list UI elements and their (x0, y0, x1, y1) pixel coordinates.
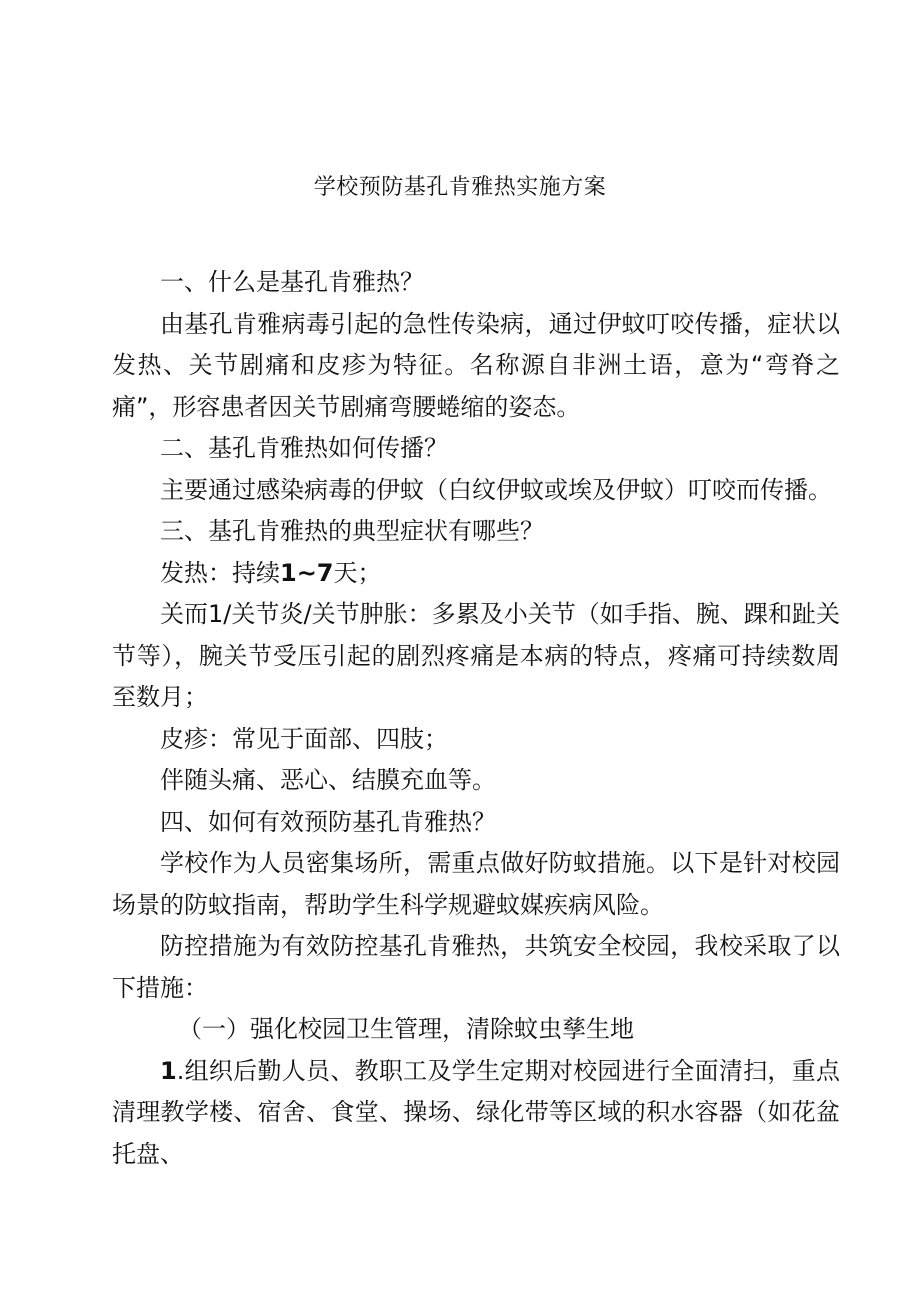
heading-prevention: 四、如何有效预防基孔肯雅热？ (160, 807, 496, 836)
paragraph-school-guide: 学校作为人员密集场所，需重点做好防蚊措施。以下是针对校园场景的防蚊指南，帮助学生科学规避蚊媒疾病风险。 (112, 849, 840, 919)
heading-what-is: 一、什么是基孔肯雅热？ (160, 268, 424, 296)
paragraph-definition: 由基孔肯雅病毒引起的急性传染病，通过伊蚊叮咬传播，症状以发热、关节剧痛和皮疹为特征。名称源自非洲土语，意为“弯脊之痛”，形容患者因关节剧痛弯腰蜷缩的姿态。 (112, 309, 840, 421)
heading-symptoms: 三、基孔肯雅热的典型症状有哪些？ (160, 517, 544, 545)
symptom-joint: 关而1/关节炎/关节肿胀：多累及小关节（如手指、腕、踝和趾关节等），腕关节受压引起的剧烈疼痛是本病的特点，疼痛可持续数周至数月； (112, 600, 840, 711)
section-heading-hygiene: （一）强化校园卫生管理，清除蚊虫孳生地 (178, 1015, 634, 1043)
symptom-other: 伴随头痛、恶心、结膜充血等。 (160, 766, 496, 794)
list-item-1-number: 1 (160, 1056, 177, 1085)
document-body (112, 262, 840, 1175)
symptom-rash: 皮疹：常见于面部、四肢； (160, 724, 448, 753)
paragraph-transmission: 主要通过感染病毒的伊蚊（白纹伊蚊或埃及伊蚊）叮咬而传播。 (160, 475, 832, 504)
symptom-fever-duration: 1~7 (280, 558, 334, 587)
symptom-fever-prefix: 发热：持续 (160, 558, 280, 587)
document-title: 学校预防基孔肯雅热实施方案 (313, 175, 607, 200)
heading-transmission: 二、基孔肯雅热如何传播？ (160, 434, 448, 462)
symptom-fever-suffix: 天； (333, 558, 382, 587)
list-item-1 (112, 1051, 840, 1176)
symptom-fever (112, 553, 840, 595)
paragraph-measures: 防控措施为有效防控基孔肯雅热，共筑安全校园，我校采取了以下措施： (112, 932, 840, 1002)
list-item-1-text: .组织后勤人员、教职工及学生定期对校园进行全面清扫，重点清理教学楼、宿舍、食堂、操场、绿化带等区域的积水容器（如花盆托盘、 (112, 1056, 840, 1168)
